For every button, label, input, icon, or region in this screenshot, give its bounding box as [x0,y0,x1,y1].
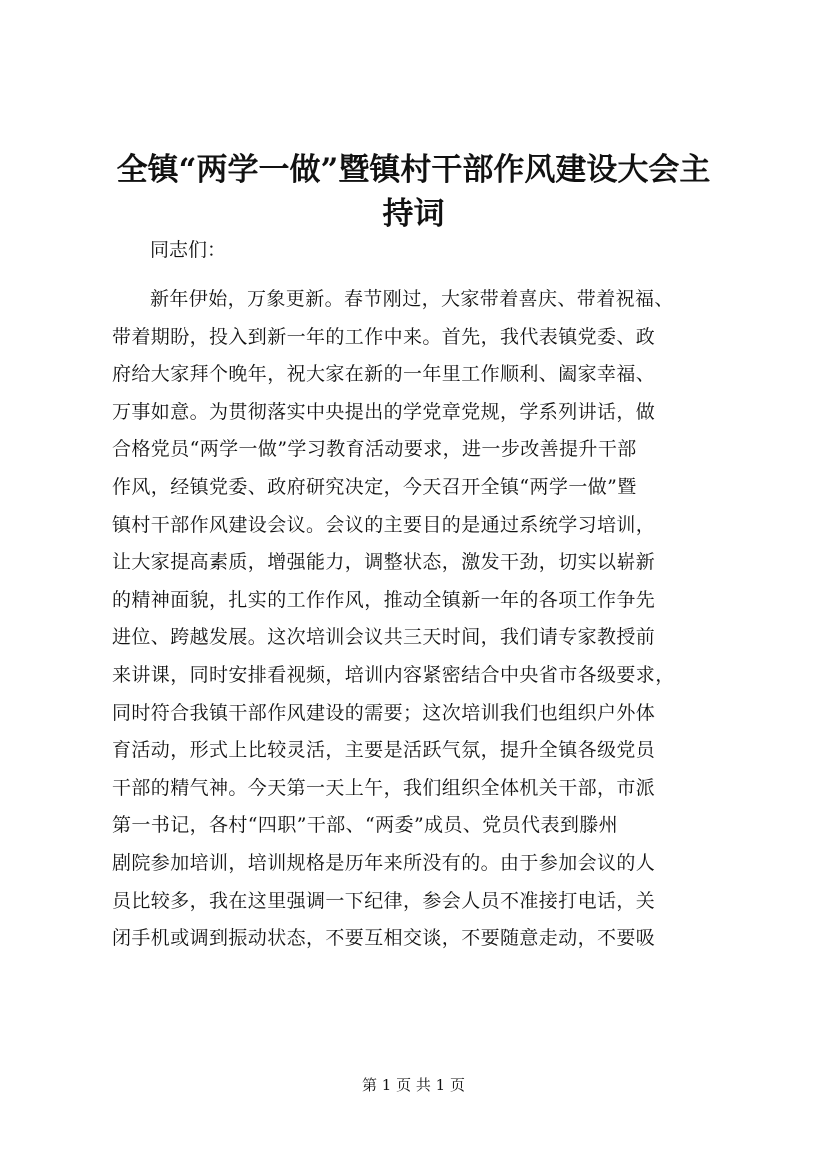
paragraph-line: 育活动，形式上比较灵活，主要是活跃气氛，提升全镇各级党员 [112,739,656,762]
paragraph-line: 合格党员“两学一做”学习教育活动要求，进一步改善提升干部 [112,438,637,461]
salutation: 同志们： [150,239,227,261]
paragraph-line: 同时符合我镇干部作风建设的需要；这次培训我们也组织户外体 [112,701,656,724]
title-line-2: 持词 [382,196,445,232]
paragraph-line: 府给大家拜个晚年，祝大家在新的一年里工作顺利、阖家幸福、 [112,363,656,386]
paragraph-line: 作风，经镇党委、政府研究决定，今天召开全镇“两学一做”暨 [112,475,637,498]
body-paragraph [112,281,728,958]
paragraph-line: 的精神面貌，扎实的工作作风，推动全镇新一年的各项工作争先 [112,588,656,611]
paragraph-line: 新年伊始，万象更新。春节刚过，大家带着喜庆、带着祝福、 [150,288,674,310]
paragraph-line: 闭手机或调到振动状态，不要互相交谈，不要随意走动，不要吸 [112,927,656,950]
paragraph-line: 剧院参加培训，培训规格是历年来所没有的。由于参加会议的人 [112,851,656,874]
paragraph-line: 镇村干部作风建设会议。会议的主要目的是通过系统学习培训， [112,513,656,536]
paragraph-line: 让大家提高素质，增强能力，调整状态，激发干劲，切实以崭新 [112,551,656,574]
paragraph-line: 第一书记，各村“四职”干部、“两委”成员、党员代表到滕州 [112,814,619,837]
title-line-1: 全镇“两学一做”暨镇村干部作风建设大会主 [116,152,711,188]
page-footer: 第 1 页 共 1 页 [362,1076,465,1094]
paragraph-line: 带着期盼，投入到新一年的工作中来。首先，我代表镇党委、政 [112,325,656,348]
paragraph-line: 万事如意。为贯彻落实中央提出的学党章党规，学系列讲话，做 [112,400,656,423]
paragraph-line: 干部的精气神。今天第一天上午，我们组织全体机关干部，市派 [112,776,656,799]
paragraph-line: 来讲课，同时安排看视频，培训内容紧密结合中央省市各级要求， [112,663,675,686]
paragraph-line: 员比较多，我在这里强调一下纪律，参会人员不准接打电话，关 [112,889,656,912]
paragraph-line: 进位、跨越发展。这次培训会议共三天时间，我们请专家教授前 [112,626,656,649]
document-title [100,148,727,236]
